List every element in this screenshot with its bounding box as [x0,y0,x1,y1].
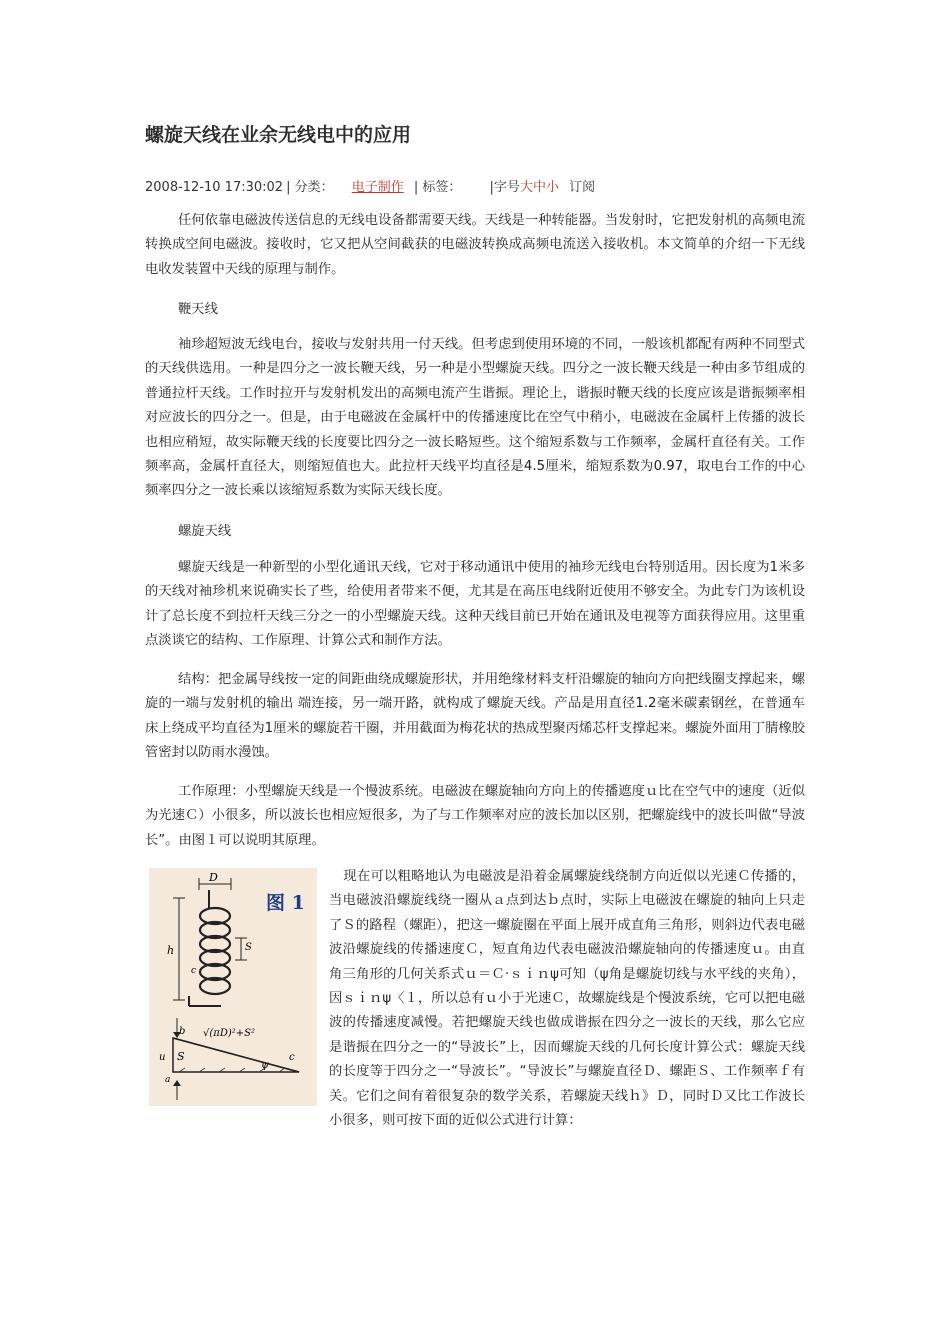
label-s: S [245,942,252,953]
principle-paragraph: 工作原理：小型螺旋天线是一个慢波系统。电磁波在螺旋轴向方向上的传播遮度ｕ比在空气中的速度（近似为光速Ｃ）小很多，所以波长也相应短很多，为了与工作频率对应的波长加以区别，把螺旋线中的波长叫做“导波长”。由图１可以说明其原理。 [145,784,805,848]
font-size-options[interactable]: 大中小 [519,180,559,195]
label-h: h [167,944,175,957]
label-s2: S [177,1050,185,1063]
category-label: | 分类： [286,180,334,195]
whip-antenna-paragraph: 袖珍超短波无线电台，接收与发射共用一付天线。但考虑到使用环境的不同，一般该机都配有两种不同型式的天线供选用。一种是四分之一波长鞭天线，另一种是小型螺旋天线。四分之一波长鞭天线是一种由多节组成的普通拉杆天线。工作时拉开与发射机发出的高频电流产生谐振。理论上，谐振时鞭天线的长度应该是谐振频率相对应波长的四分之一。但是，由于电磁波在金属杆中的传播速度比在空气中稍小，电磁波在金属杆上传播的波长也相应稍短，故实际鞭天线的长度要比四分之一波长略短些。这个缩短系数与工作频率，金属杆直径有关。工作频率高，金属杆直径大，则缩短值也大。此拉杆天线平均直径是4.5厘米，缩短系数为0.97，取电台工作的中心频率四分之一波长乘以该缩短系数为实际天线长度。 [145,337,805,499]
article-meta [145,176,595,195]
label-formula: √(πD)²+S² [203,1028,256,1039]
helical-intro-paragraph: 螺旋天线是一种新型的小型化通讯天线，它对于移动通讯中使用的袖珍无线电台特别适用。因长度为1米多的天线对袖珍机来说确实长了些，给使用者带来不便，尤其是在高压电线附近使用不够安全。为此专门为该机设计了总长度不到拉杆天线三分之一的小型螺旋天线。这种天线目前已开始在通讯及电视等方面获得应用。这里重点淡谈它的结构、工作原理、计算公式和制作方法。 [145,560,805,649]
label-c2: c [289,1052,295,1063]
timestamp: 2008-12-10 17:30:02 [145,180,284,195]
figure-caption: 图 1 [266,892,305,914]
label-d: D [209,871,218,884]
label-c: c [191,966,197,976]
helix-coils [200,908,230,994]
label-u: u [159,1052,166,1063]
font-size-label: |字号 [489,180,520,195]
label-psi: ψ [261,1060,269,1071]
label-b: b [179,1026,186,1037]
label-a: a [165,1075,171,1085]
structure-paragraph: 结构：把金属导线按一定的间距曲绕成螺旋形状，并用绝缘材料支杆沿螺旋的轴向方向把线圈支撑起来，螺旋的一端与发射机的输出 端连接，另一端开路，就构成了螺旋天线。产品是用直径1.2毫米碳素钢丝，在普通车床上绕成平均直径为1厘米的螺旋若干圈，并用截面为梅花状的热成型聚丙烯芯杆支撑起来。螺旋外面用丁腈橡胶管密封以防雨水漫蚀。 [145,672,806,761]
section-heading-whip: 鞭天线 [178,302,218,317]
wave-principle-paragraph [329,865,805,1133]
figure-1-helix-diagram [149,868,317,1106]
tags-label: | 标签： [413,180,462,195]
category-link[interactable]: 电子制作 [351,180,404,195]
article-title: 螺旋天线在业余无线电中的应用 [145,124,412,146]
intro-paragraph: 任何依靠电磁波传送信息的无线电设备都需要天线。天线是一种转能器。当发射时，它把发射机的高频电流转换成空间电磁波。接收时，它又把从空间截获的电磁波转换成高频电流送入接收机。本文简单的介绍一下无线电收发装置中天线的原理与制作。 [145,213,805,277]
wave-principle-text: 现在可以粗略地认为电磁波是沿着金属螺旋线绕制方向近似以光速Ｃ传播的，当电磁波沿螺旋线绕一圈从ａ点到达ｂ点时，实际上电磁波在螺旋的轴向上只走了Ｓ的路程（螺距），把这一螺旋圈在平面上展开成直角三角形，则斜边代表电磁波沿螺旋线的传播速度Ｃ，短直角边代表电磁波沿螺旋轴向的传播速度ｕ。由直角三角形的几何关系式ｕ＝Ｃ·ｓｉｎψ可知（ψ角是螺旋切线与水平线的夹角），因ｓｉｎψ〈１，所以总有ｕ小于光速Ｃ，故螺旋线是个慢波系统，它可以把电磁波的传播速度减慢。若把螺旋天线也做成谐振在四分之一波长的天线，那么它应是谐振在四分之一的“导波长”上，因而螺旋天线的几何长度计算公式：螺旋天线的长度等于四分之一“导波长”。“导波长”与螺旋直径Ｄ、螺距Ｓ、工作频率ｆ有关。它们之间有着很复杂的数学关系，若螺旋天线ｈ》Ｄ，同时Ｄ又比工作波长小很多，则可按下面的近似公式进行计算： [329,869,805,1129]
section-heading-helical: 螺旋天线 [178,524,232,539]
subscribe-link[interactable]: 订阅 [569,180,596,195]
